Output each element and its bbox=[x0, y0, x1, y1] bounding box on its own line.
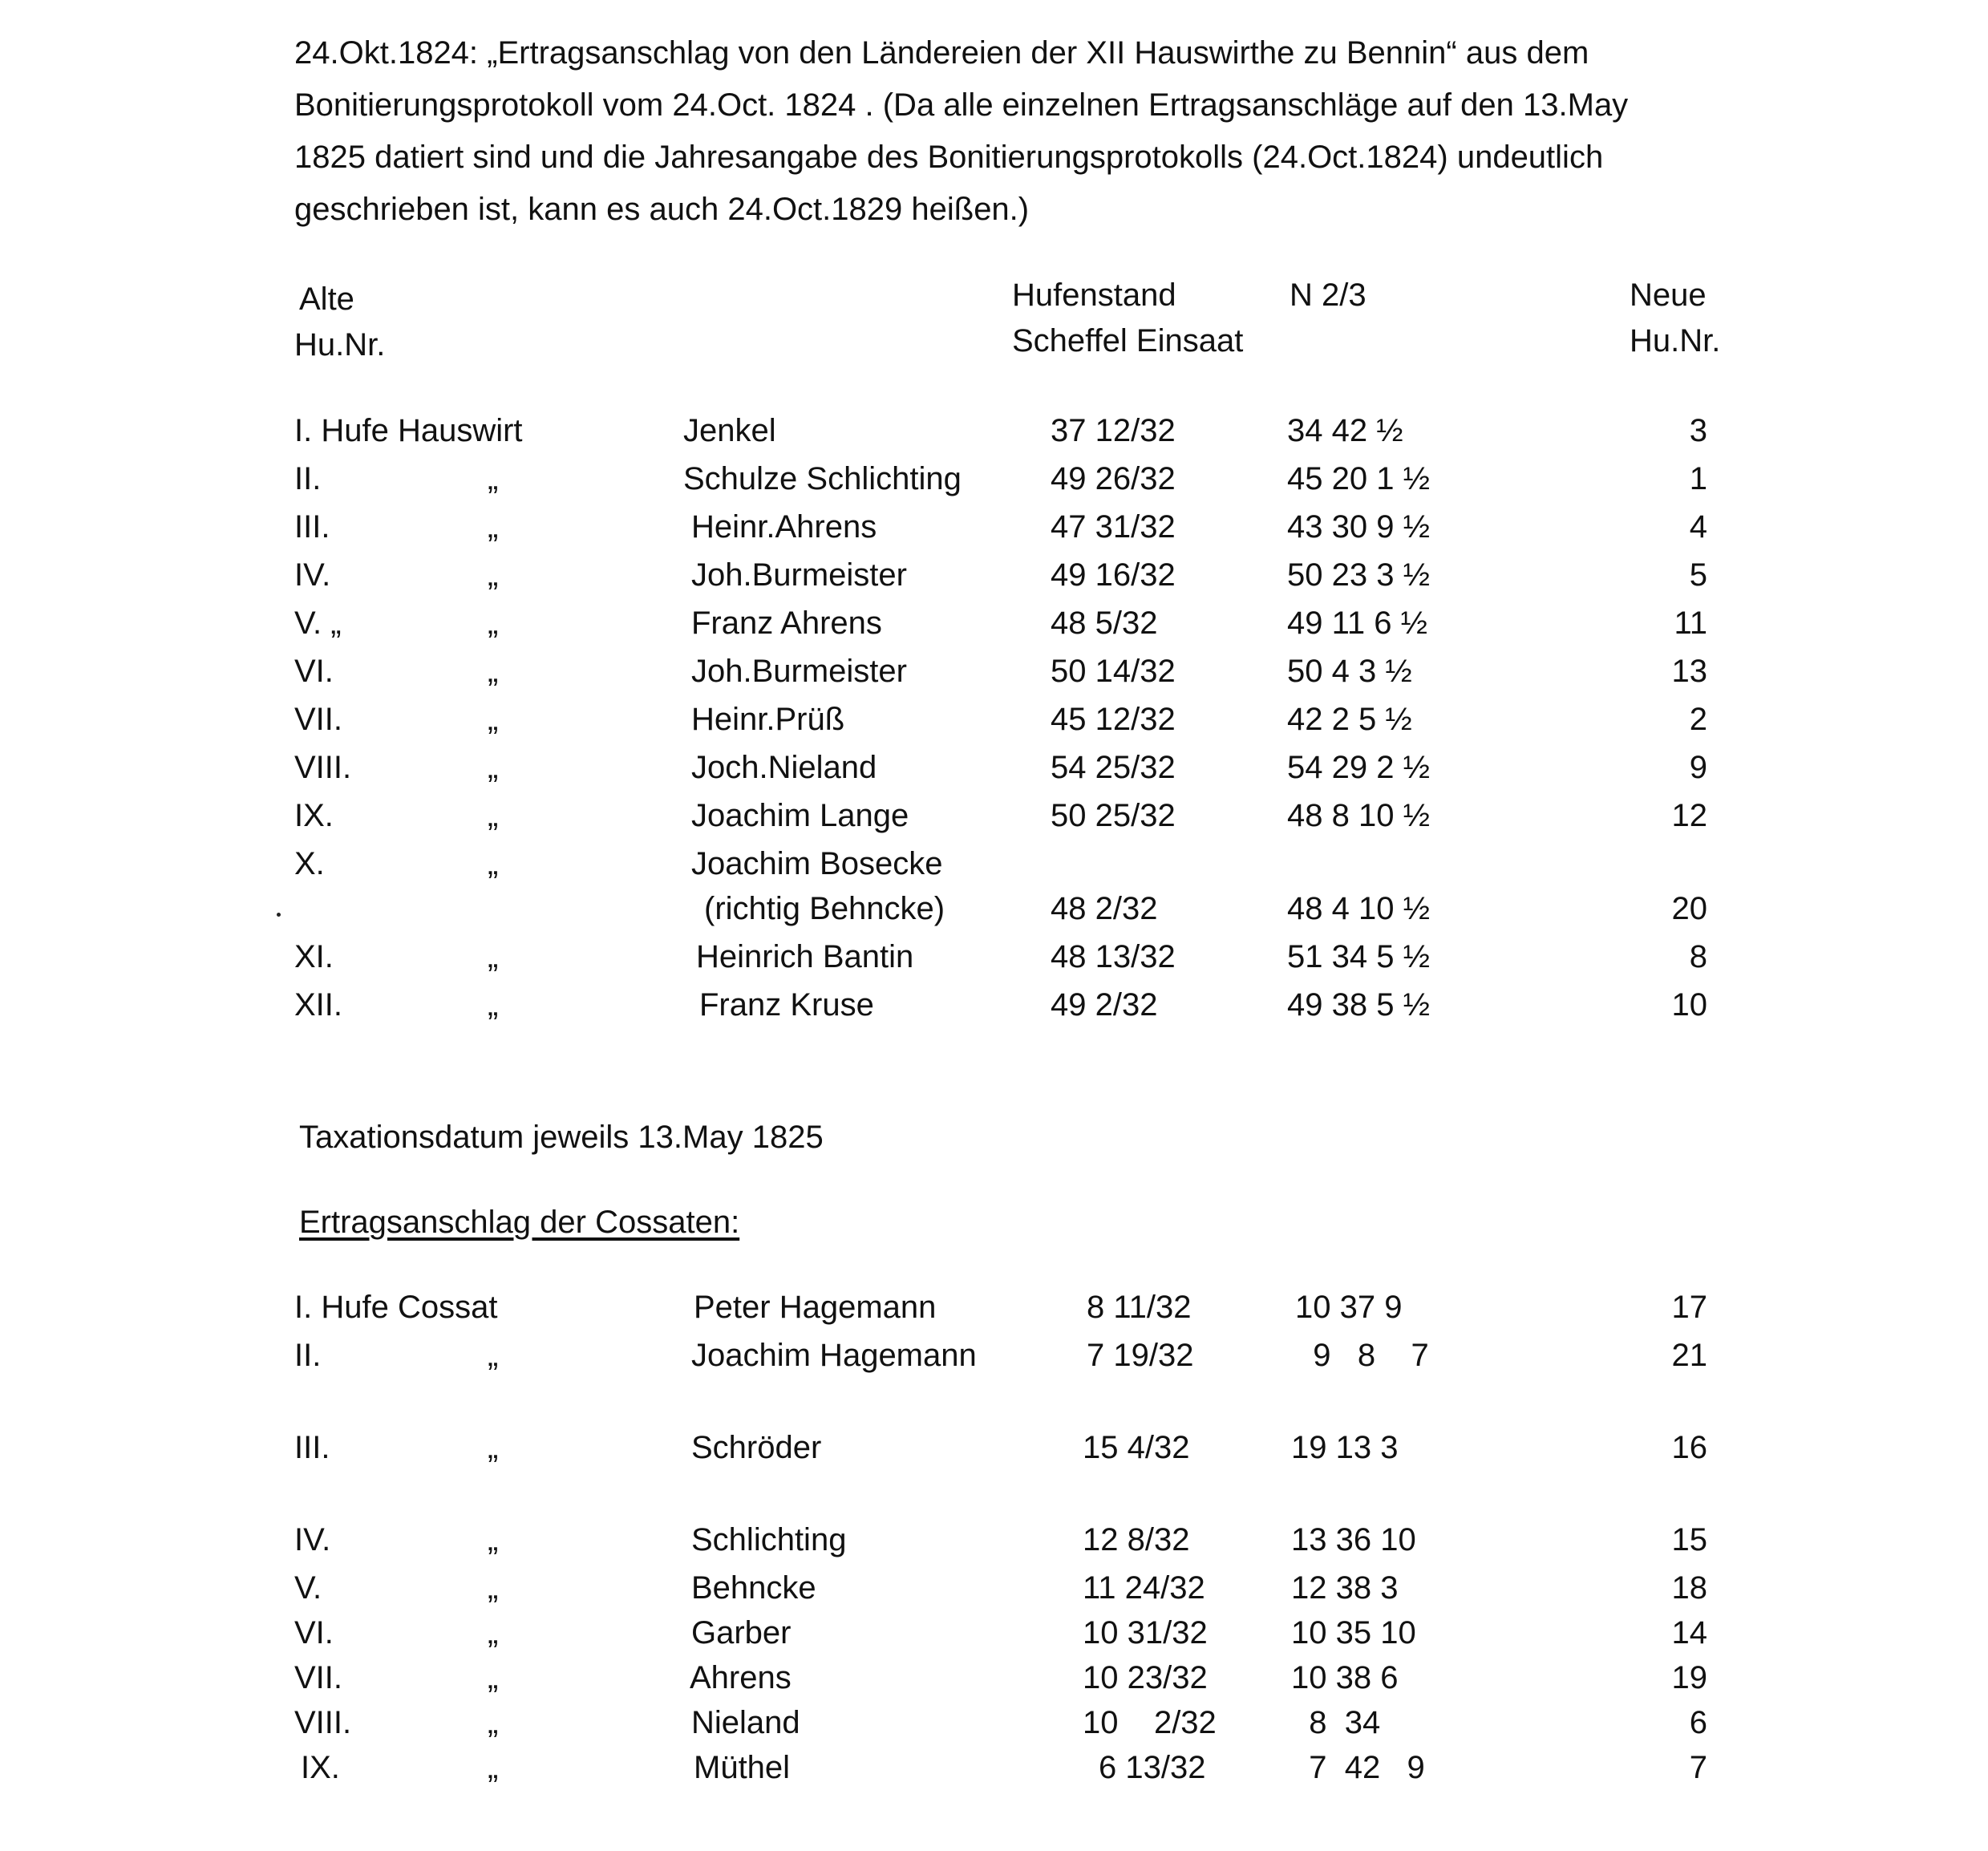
neue-hufe-nr: 3 bbox=[1689, 413, 1707, 448]
neue-hufe-nr: 2 bbox=[1689, 702, 1707, 737]
ditto-mark: „ bbox=[488, 939, 499, 974]
neue-hufe-nr: 6 bbox=[1689, 1705, 1707, 1740]
n23-value: 10 35 10 bbox=[1291, 1615, 1416, 1651]
taxation-date: Taxationsdatum jeweils 13.May 1825 bbox=[299, 1120, 824, 1155]
owner-name: Nieland bbox=[691, 1705, 800, 1740]
table-row bbox=[0, 1287, 1988, 1331]
alte-hufe-nr: I. Hufe Hauswirt bbox=[294, 413, 523, 448]
ditto-mark: „ bbox=[488, 987, 499, 1023]
owner-name: Joachim Hagemann bbox=[691, 1338, 977, 1373]
hufenstand-value: 48 13/32 bbox=[1051, 939, 1176, 974]
alte-hufe-nr: I. Hufe Cossat bbox=[294, 1290, 498, 1325]
neue-hufe-nr: 7 bbox=[1689, 1750, 1707, 1785]
n23-value: 43 30 9 ½ bbox=[1287, 509, 1430, 545]
ditto-mark: „ bbox=[488, 798, 499, 833]
owner-name: Peter Hagemann bbox=[694, 1290, 937, 1325]
hufenstand-value: 10 31/32 bbox=[1083, 1615, 1208, 1651]
neue-hufe-nr: 13 bbox=[1671, 654, 1707, 689]
ditto-mark: „ bbox=[488, 654, 499, 689]
intro-paragraph bbox=[294, 27, 1818, 236]
n23-value: 45 20 1 ½ bbox=[1287, 461, 1430, 496]
alte-hufe-nr: VI. bbox=[294, 654, 334, 689]
hufenstand-value: 15 4/32 bbox=[1083, 1430, 1190, 1465]
alte-hufe-nr: II. bbox=[294, 1338, 322, 1373]
table-row bbox=[0, 796, 1988, 840]
alte-hufe-nr: VIII. bbox=[294, 750, 352, 785]
n23-value: 13 36 10 bbox=[1291, 1522, 1416, 1557]
n23-value: 10 38 6 bbox=[1291, 1660, 1399, 1695]
table-row bbox=[0, 459, 1988, 503]
neue-hufe-nr: 5 bbox=[1689, 557, 1707, 593]
hufenstand-value: 8 11/32 bbox=[1087, 1290, 1192, 1325]
stray-dot bbox=[277, 913, 281, 917]
header-neue-hunr: Hu.Nr. bbox=[1630, 323, 1721, 358]
n23-value: 48 8 10 ½ bbox=[1287, 798, 1430, 833]
hufenstand-value: 47 31/32 bbox=[1051, 509, 1176, 545]
alte-hufe-nr: II. bbox=[294, 461, 322, 496]
neue-hufe-nr: 9 bbox=[1689, 750, 1707, 785]
hufenstand-value: 49 16/32 bbox=[1051, 557, 1176, 593]
ditto-mark: „ bbox=[488, 702, 499, 737]
table-row bbox=[0, 1613, 1988, 1657]
neue-hufe-nr: 18 bbox=[1671, 1570, 1707, 1606]
owner-name-correction: (richtig Behncke) bbox=[704, 891, 945, 926]
alte-hufe-nr: V. „ bbox=[294, 606, 342, 641]
header-scheffel-einsaat: Scheffel Einsaat bbox=[1012, 323, 1244, 358]
n23-value: 50 4 3 ½ bbox=[1287, 654, 1412, 689]
ditto-mark: „ bbox=[488, 1750, 499, 1785]
table-row bbox=[0, 1335, 1988, 1379]
n23-value: 9 8 7 bbox=[1295, 1338, 1429, 1373]
owner-name: Müthel bbox=[694, 1750, 791, 1785]
ditto-mark: „ bbox=[488, 509, 499, 545]
n23-value: 12 38 3 bbox=[1291, 1570, 1399, 1606]
alte-hufe-nr: V. bbox=[294, 1570, 322, 1606]
neue-hufe-nr: 1 bbox=[1689, 461, 1707, 496]
ditto-mark: „ bbox=[488, 557, 499, 593]
neue-hufe-nr: 4 bbox=[1689, 509, 1707, 545]
alte-hufe-nr: IV. bbox=[294, 557, 331, 593]
hufenstand-value: 50 14/32 bbox=[1051, 654, 1176, 689]
neue-hufe-nr: 15 bbox=[1671, 1522, 1707, 1557]
table-row bbox=[0, 1568, 1988, 1612]
owner-name: Heinr.Prüß bbox=[691, 702, 845, 737]
hufenstand-value: 6 13/32 bbox=[1099, 1750, 1206, 1785]
owner-name: Franz Ahrens bbox=[691, 606, 882, 641]
hufenstand-value: 7 19/32 bbox=[1087, 1338, 1194, 1373]
n23-value: 7 42 9 bbox=[1291, 1750, 1425, 1785]
alte-hufe-nr: IX. bbox=[301, 1750, 340, 1785]
hufenstand-value: 10 23/32 bbox=[1083, 1660, 1208, 1695]
n23-value: 34 42 ½ bbox=[1287, 413, 1403, 448]
owner-name: Heinr.Ahrens bbox=[691, 509, 877, 545]
neue-hufe-nr: 21 bbox=[1671, 1338, 1707, 1373]
n23-value: 50 23 3 ½ bbox=[1287, 557, 1430, 593]
table-row bbox=[0, 411, 1988, 455]
table-row bbox=[0, 889, 1988, 933]
header-alte: Alte bbox=[299, 281, 354, 317]
hufenstand-value: 45 12/32 bbox=[1051, 702, 1176, 737]
n23-value: 51 34 5 ½ bbox=[1287, 939, 1430, 974]
owner-name: Joh.Burmeister bbox=[691, 654, 907, 689]
table-row bbox=[0, 555, 1988, 599]
table-row bbox=[0, 699, 1988, 743]
ditto-mark: „ bbox=[488, 1705, 499, 1740]
table-row bbox=[0, 1428, 1988, 1472]
neue-hufe-nr: 11 bbox=[1674, 606, 1707, 641]
owner-name: Joh.Burmeister bbox=[691, 557, 907, 593]
table-row bbox=[0, 1658, 1988, 1702]
table-row bbox=[0, 844, 1988, 888]
alte-hufe-nr: XI. bbox=[294, 939, 334, 974]
alte-hufe-nr: XII. bbox=[294, 987, 343, 1023]
table-row bbox=[0, 1703, 1988, 1747]
ditto-mark: „ bbox=[488, 750, 499, 785]
alte-hufe-nr: VII. bbox=[294, 702, 343, 737]
n23-value: 49 11 6 ½ bbox=[1287, 606, 1427, 641]
table-row bbox=[0, 651, 1988, 695]
owner-name: Schlichting bbox=[691, 1522, 847, 1557]
alte-hufe-nr: VIII. bbox=[294, 1705, 352, 1740]
header-n23: N 2/3 bbox=[1290, 277, 1366, 313]
table-row bbox=[0, 985, 1988, 1029]
n23-value: 49 38 5 ½ bbox=[1287, 987, 1430, 1023]
intro-line: 24.Okt.1824: „Ertragsanschlag von den Ländereien der XII Hauswirthe zu Bennin“ aus dem bbox=[294, 35, 1589, 71]
neue-hufe-nr: 20 bbox=[1671, 891, 1707, 926]
neue-hufe-nr: 14 bbox=[1671, 1615, 1707, 1651]
hufenstand-value: 48 5/32 bbox=[1051, 606, 1158, 641]
owner-name: Schulze Schlichting bbox=[683, 461, 962, 496]
owner-name: Joachim Bosecke bbox=[691, 846, 943, 881]
ditto-mark: „ bbox=[488, 1338, 499, 1373]
ditto-mark: „ bbox=[488, 1615, 499, 1651]
n23-value: 19 13 3 bbox=[1291, 1430, 1399, 1465]
hufenstand-value: 37 12/32 bbox=[1051, 413, 1176, 448]
header-hufenstand: Hufenstand bbox=[1012, 277, 1176, 313]
cossaten-heading: Ertragsanschlag der Cossaten: bbox=[299, 1205, 740, 1240]
owner-name: Joch.Nieland bbox=[691, 750, 877, 785]
n23-value: 48 4 10 ½ bbox=[1287, 891, 1430, 926]
ditto-mark: „ bbox=[488, 1430, 499, 1465]
intro-line: geschrieben ist, kann es auch 24.Oct.1829 heißen.) bbox=[294, 192, 1030, 227]
table-row bbox=[0, 507, 1988, 551]
owner-name: Jenkel bbox=[683, 413, 776, 448]
intro-line: Bonitierungsprotokoll vom 24.Oct. 1824 . (Da alle einzelnen Ertragsanschläge auf den 13.May bbox=[294, 87, 1629, 123]
intro-line: 1825 datiert sind und die Jahresangabe des Bonitierungsprotokolls (24.Oct.1824) undeutlich bbox=[294, 140, 1604, 175]
header-alte-hunr: Hu.Nr. bbox=[294, 327, 386, 363]
hufenstand-value: 10 2/32 bbox=[1083, 1705, 1217, 1740]
ditto-mark: „ bbox=[488, 1660, 499, 1695]
table-row bbox=[0, 747, 1988, 792]
hufenstand-value: 11 24/32 bbox=[1083, 1570, 1205, 1606]
hufenstand-value: 49 2/32 bbox=[1051, 987, 1158, 1023]
hufenstand-value: 12 8/32 bbox=[1083, 1522, 1190, 1557]
header-neue: Neue bbox=[1630, 277, 1707, 313]
table-row bbox=[0, 1748, 1988, 1792]
n23-value: 8 34 bbox=[1291, 1705, 1381, 1740]
n23-value: 54 29 2 ½ bbox=[1287, 750, 1430, 785]
table-row bbox=[0, 1520, 1988, 1564]
neue-hufe-nr: 16 bbox=[1671, 1430, 1707, 1465]
alte-hufe-nr: VII. bbox=[294, 1660, 343, 1695]
hufenstand-value: 49 26/32 bbox=[1051, 461, 1176, 496]
ditto-mark: „ bbox=[488, 846, 499, 881]
hufenstand-value: 54 25/32 bbox=[1051, 750, 1176, 785]
alte-hufe-nr: III. bbox=[294, 1430, 330, 1465]
table-row bbox=[0, 937, 1988, 981]
alte-hufe-nr: IV. bbox=[294, 1522, 331, 1557]
owner-name: Garber bbox=[691, 1615, 792, 1651]
alte-hufe-nr: III. bbox=[294, 509, 330, 545]
n23-value: 42 2 5 ½ bbox=[1287, 702, 1412, 737]
owner-name: Heinrich Bantin bbox=[696, 939, 914, 974]
neue-hufe-nr: 12 bbox=[1671, 798, 1707, 833]
owner-name: Behncke bbox=[691, 1570, 816, 1606]
owner-name: Ahrens bbox=[690, 1660, 792, 1695]
ditto-mark: „ bbox=[488, 461, 499, 496]
alte-hufe-nr: IX. bbox=[294, 798, 334, 833]
alte-hufe-nr: VI. bbox=[294, 1615, 334, 1651]
owner-name: Franz Kruse bbox=[699, 987, 874, 1023]
neue-hufe-nr: 17 bbox=[1671, 1290, 1707, 1325]
owner-name: Schröder bbox=[691, 1430, 822, 1465]
owner-name: Joachim Lange bbox=[691, 798, 909, 833]
n23-value: 10 37 9 bbox=[1295, 1290, 1403, 1325]
table-row bbox=[0, 603, 1988, 647]
neue-hufe-nr: 8 bbox=[1689, 939, 1707, 974]
ditto-mark: „ bbox=[488, 1570, 499, 1606]
ditto-mark: „ bbox=[488, 606, 499, 641]
alte-hufe-nr: X. bbox=[294, 846, 325, 881]
hufenstand-value: 48 2/32 bbox=[1051, 891, 1158, 926]
hufenstand-value: 50 25/32 bbox=[1051, 798, 1176, 833]
neue-hufe-nr: 19 bbox=[1671, 1660, 1707, 1695]
neue-hufe-nr: 10 bbox=[1671, 987, 1707, 1023]
ditto-mark: „ bbox=[488, 1522, 499, 1557]
